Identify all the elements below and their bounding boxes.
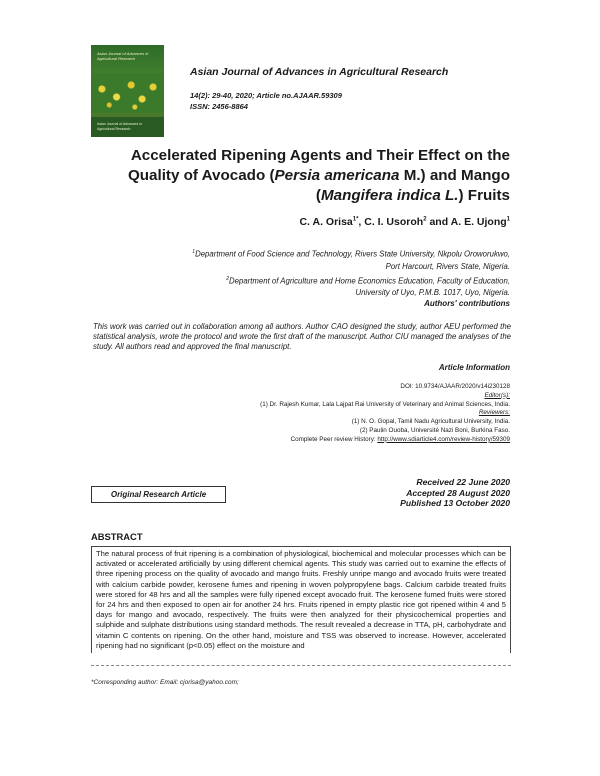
editors-label: Editor(s): xyxy=(484,391,510,399)
article-type-badge: Original Research Article xyxy=(91,486,226,503)
species-name-avocado: Persia americana xyxy=(274,167,400,184)
journal-issue-info xyxy=(190,90,342,112)
published-date: Published 13 October 2020 xyxy=(400,498,510,509)
contributions-heading: Authors' contributions xyxy=(424,299,510,308)
journal-name: Asian Journal of Advances in Agricultural Research xyxy=(190,66,449,78)
journal-cover-image xyxy=(91,45,164,137)
review-history: Complete Peer review History: http://www.sdiarticle4.com/review-history/59309 xyxy=(290,435,510,443)
cover-band-text: Asian Journal of Advances in Agricultural Research xyxy=(97,122,142,131)
affiliation-1: $^1$Department of Food Science and Technology, Rivers State University, Nkpolu Oroworukwo, xyxy=(192,249,510,259)
journal-issn: ISSN: 2456-8864 xyxy=(190,102,248,111)
abstract-heading: ABSTRACT xyxy=(91,531,143,542)
editor-entry: (1) Dr. Rajesh Kumar, Lala Lajpat Rai University of Veterinary and Animal Sciences, India. xyxy=(260,400,510,408)
author-list: C. A. Orisa$^{1*}$, C. I. Usoroh$^2$ and A. E. Ujong$^1$ xyxy=(299,216,510,228)
accepted-date: Accepted 28 August 2020 xyxy=(406,487,510,498)
reviewers-label: Reviewers: xyxy=(478,409,510,417)
doi: DOI: 10.9734/AJAAR/2020/v14i230128 xyxy=(400,383,510,390)
received-date: Received 22 June 2020 xyxy=(416,477,510,487)
abstract-text: The natural process of fruit ripening is a combination of physiological, biochemical and molecular processes which can be activated or accelerated artificially by using different chemical agents. This study was carried out to examine the effects of three ripening process on the quality of avocado and mango fruits. Freshly unripe mango and avocado fruits were treated with calcium carbide powder, kerosene fumes and ripening in woven polypropylene bags. Calcium carbide treated fruits were stored for 48 hrs and all the samples were fully ripened except avocado fruit. The kerosene fumed fruits were stored for 24 hrs and then exposed to open air for another 24 hrs. Fruits ripened in empty plastic rice got ripened within 4 and 5 days for mango and avocado, respectively. The fruits were then analyzed for their physicochemical properties and sulphide and sulphate distributions using standard methods. The result revealed a decrease in TTA, pH, carbohydrate and vitamin C contents on ripening. On the other hand, moisture and TSS was observed to increase. However, accelerated ripening had no significant (p<0.05) effect on the moisture and xyxy=(91,546,511,653)
contributions-text: This work was carried out in collaboration among all authors. Author CAO designed the study, author AEU performed the statistical analysis, wrote the protocol and wrote the first draft of the manuscript. Author CIU managed the analyses of the study. All authors read and approved the final manuscript. xyxy=(93,322,511,352)
cover-flowers-photo xyxy=(91,73,164,113)
cover-band xyxy=(91,117,164,137)
article-info-block xyxy=(150,383,510,445)
affiliation-2: $^2$Department of Agriculture and Home Economics Education, Faculty of Education, xyxy=(226,275,510,286)
cover-title: Asian Journal of Advances in Agricultural Research xyxy=(97,51,149,61)
author-name: C. I. Usoroh xyxy=(364,216,424,228)
journal-citation: 14(2): 29-40, 2020; Article no.AJAAR.59309 xyxy=(190,91,342,100)
author-name: C. A. Orisa xyxy=(299,216,353,228)
affiliations: $^1$Department of Food Science and Technology, Rivers State University, Nkpolu Oroworukwo, Port Harcourt, Rivers State, Nigeria. $^2$Department of Agriculture and Home Economics Education, Faculty of Education, University of Uyo, P.M.B. 1017, Uyo, Nigeria. xyxy=(140,246,510,299)
reviewer-entry: (1) N. O. Gopal, Tamil Nadu Agricultural University, India. xyxy=(351,418,510,426)
species-name-mango: Mangifera indica L. xyxy=(320,187,459,204)
footnote-divider xyxy=(91,665,511,666)
article-info-heading: Article Information xyxy=(438,363,510,372)
corresponding-author-footnote: *Corresponding author: Email: cjorisa@yahoo.com; xyxy=(91,679,239,686)
publication-dates xyxy=(300,477,510,509)
review-history-link[interactable]: http://www.sdiarticle4.com/review-history/59309 xyxy=(377,435,510,443)
author-name: A. E. Ujong xyxy=(450,216,507,228)
article-title: Accelerated Ripening Agents and Their Effect on the Quality of Avocado (Persia americana M.) and Mango (Mangifera indica L.) Fruits xyxy=(127,147,510,204)
reviewer-entry: (2) Paulin Ouoba, Université Nazi Boni, Burkina Faso. xyxy=(359,426,510,434)
